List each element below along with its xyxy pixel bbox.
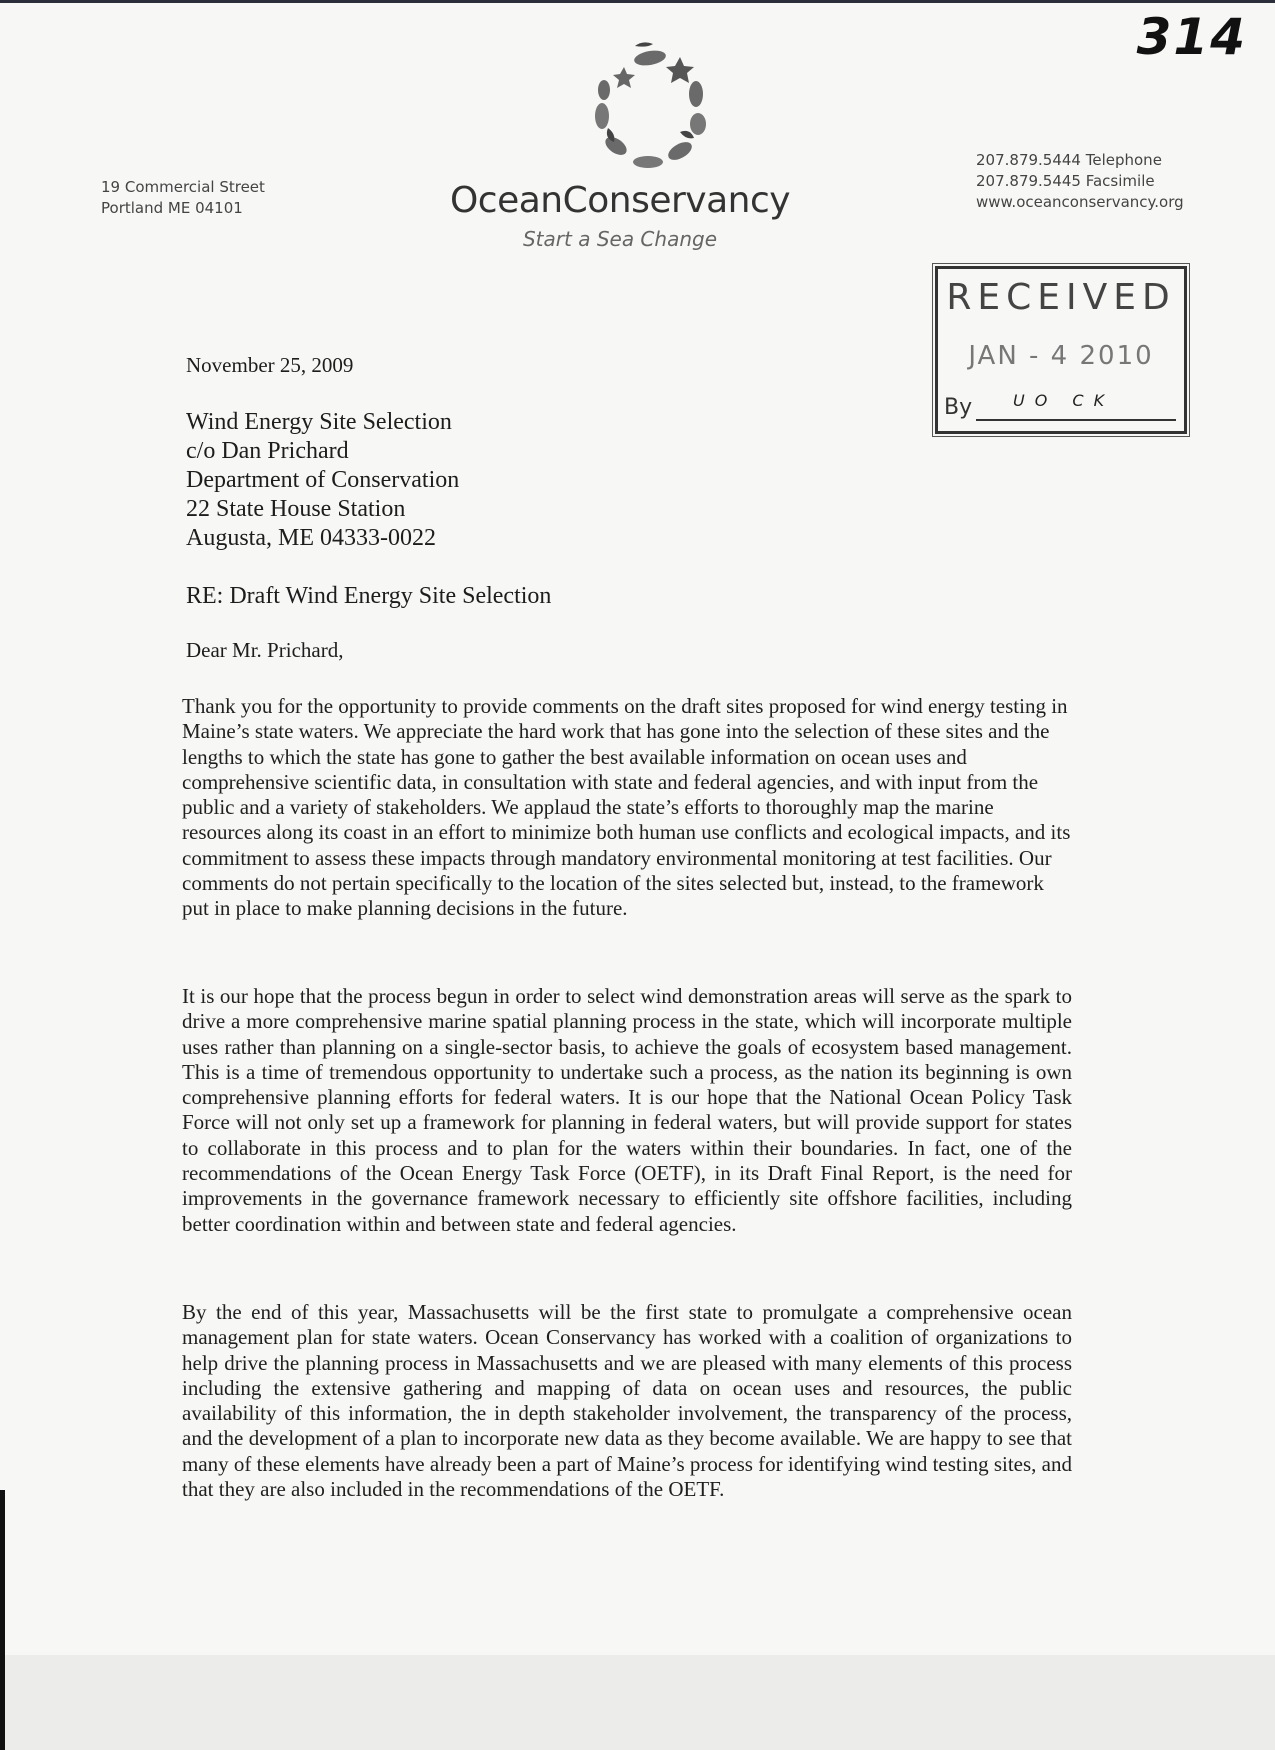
recipient-line: Augusta, ME 04333-0022: [186, 525, 436, 551]
received-stamp: [935, 266, 1187, 434]
org-contact-line: www.oceanconservancy.org: [976, 193, 1184, 211]
org-tagline: Start a Sea Change: [522, 227, 717, 251]
org-contact-line: 207.879.5444 Telephone: [976, 151, 1162, 169]
stamp-by-label: By: [944, 395, 973, 420]
org-address-line: Portland ME 04101: [101, 199, 243, 217]
org-name: OceanConservancy: [449, 180, 791, 221]
stamp-heading: RECEIVED: [946, 277, 1176, 318]
salutation: Dear Mr. Prichard,: [186, 638, 344, 662]
recipient-line: Department of Conservation: [186, 467, 460, 493]
stamp-initials: UO CK: [1013, 391, 1115, 410]
org-contact: [976, 150, 1184, 213]
handwritten-page-number: 314: [1136, 8, 1247, 66]
org-address: [101, 177, 265, 219]
scan-edge-mark: [0, 1490, 5, 1750]
scan-bottom-band: [0, 1655, 1275, 1750]
org-address-line: 19 Commercial Street: [101, 178, 265, 196]
body-paragraph: It is our hope that the process begun in order to select wind demonstration areas will serve as the spark to drive a more comprehensive marine spatial planning process in the state, which will incorporate multiple uses rather than planning on a single-sector basis, to achieve the goals of ecosystem based management. This is a time of tremendous opportunity to undertake such a process, as the nation its beginning is own comprehensive planning efforts for federal waters. It is our hope that the National Ocean Policy Task Force will not only set up a framework for planning in federal waters, but will provide support for states to collaborate in this process and to plan for the waters within their boundaries. In fact, one of the recommendations of the Ocean Energy Task Force (OETF), in its Draft Final Report, is the need for improvements in the governance framework necessary to efficiently site offshore facilities, including better coordination within and between state and federal agencies.: [182, 984, 1072, 1236]
recipient-address: [186, 408, 459, 553]
body-paragraph: By the end of this year, Massachusetts will be the first state to promulgate a comprehensive ocean management plan for state waters. Ocean Conservancy has worked with a coalition of organizations to help drive the planning process in Massachusetts and we are pleased with many elements of this process including the extensive gathering and mapping of data on ocean uses and resources, the public availability of this information, the in depth stakeholder involvement, the transparency of the process, and the development of a plan to incorporate new data as they become available. We are happy to see that many of these elements have already been a part of Maine’s process for identifying wind testing sites, and that they are also included in the recommendations of the OETF.: [182, 1300, 1072, 1502]
subject-line: RE: Draft Wind Energy Site Selection: [186, 583, 552, 609]
scan-top-edge: [0, 0, 1275, 3]
recipient-line: c/o Dan Prichard: [186, 438, 349, 464]
org-contact-line: 207.879.5445 Facsimile: [976, 172, 1155, 190]
body-paragraph: Thank you for the opportunity to provide comments on the draft sites proposed for wind energy testing in Maine’s state waters. We appreciate the hard work that has gone into the selection of these sites and the lengths to which the state has gone to gather the best available information on ocean uses and comprehensive scientific data, in consultation with state and federal agencies, and with input from the public and a variety of stakeholders. We applaud the state’s efforts to thoroughly map the marine resources along its coast in an effort to minimize both human use conflicts and ecological impacts, and its commitment to assess these impacts through mandatory environmental monitoring at test facilities. Our comments do not pertain specifically to the location of the sites selected but, instead, to the framework put in place to make planning decisions in the future.: [182, 694, 1071, 921]
stamp-signature-line: [976, 419, 1176, 421]
recipient-line: 22 State House Station: [186, 496, 406, 522]
ocean-conservancy-logo-icon: [580, 36, 720, 176]
stamp-date: JAN - 4 2010: [968, 341, 1154, 371]
letter-date: November 25, 2009: [186, 353, 354, 377]
recipient-line: Wind Energy Site Selection: [186, 409, 452, 435]
